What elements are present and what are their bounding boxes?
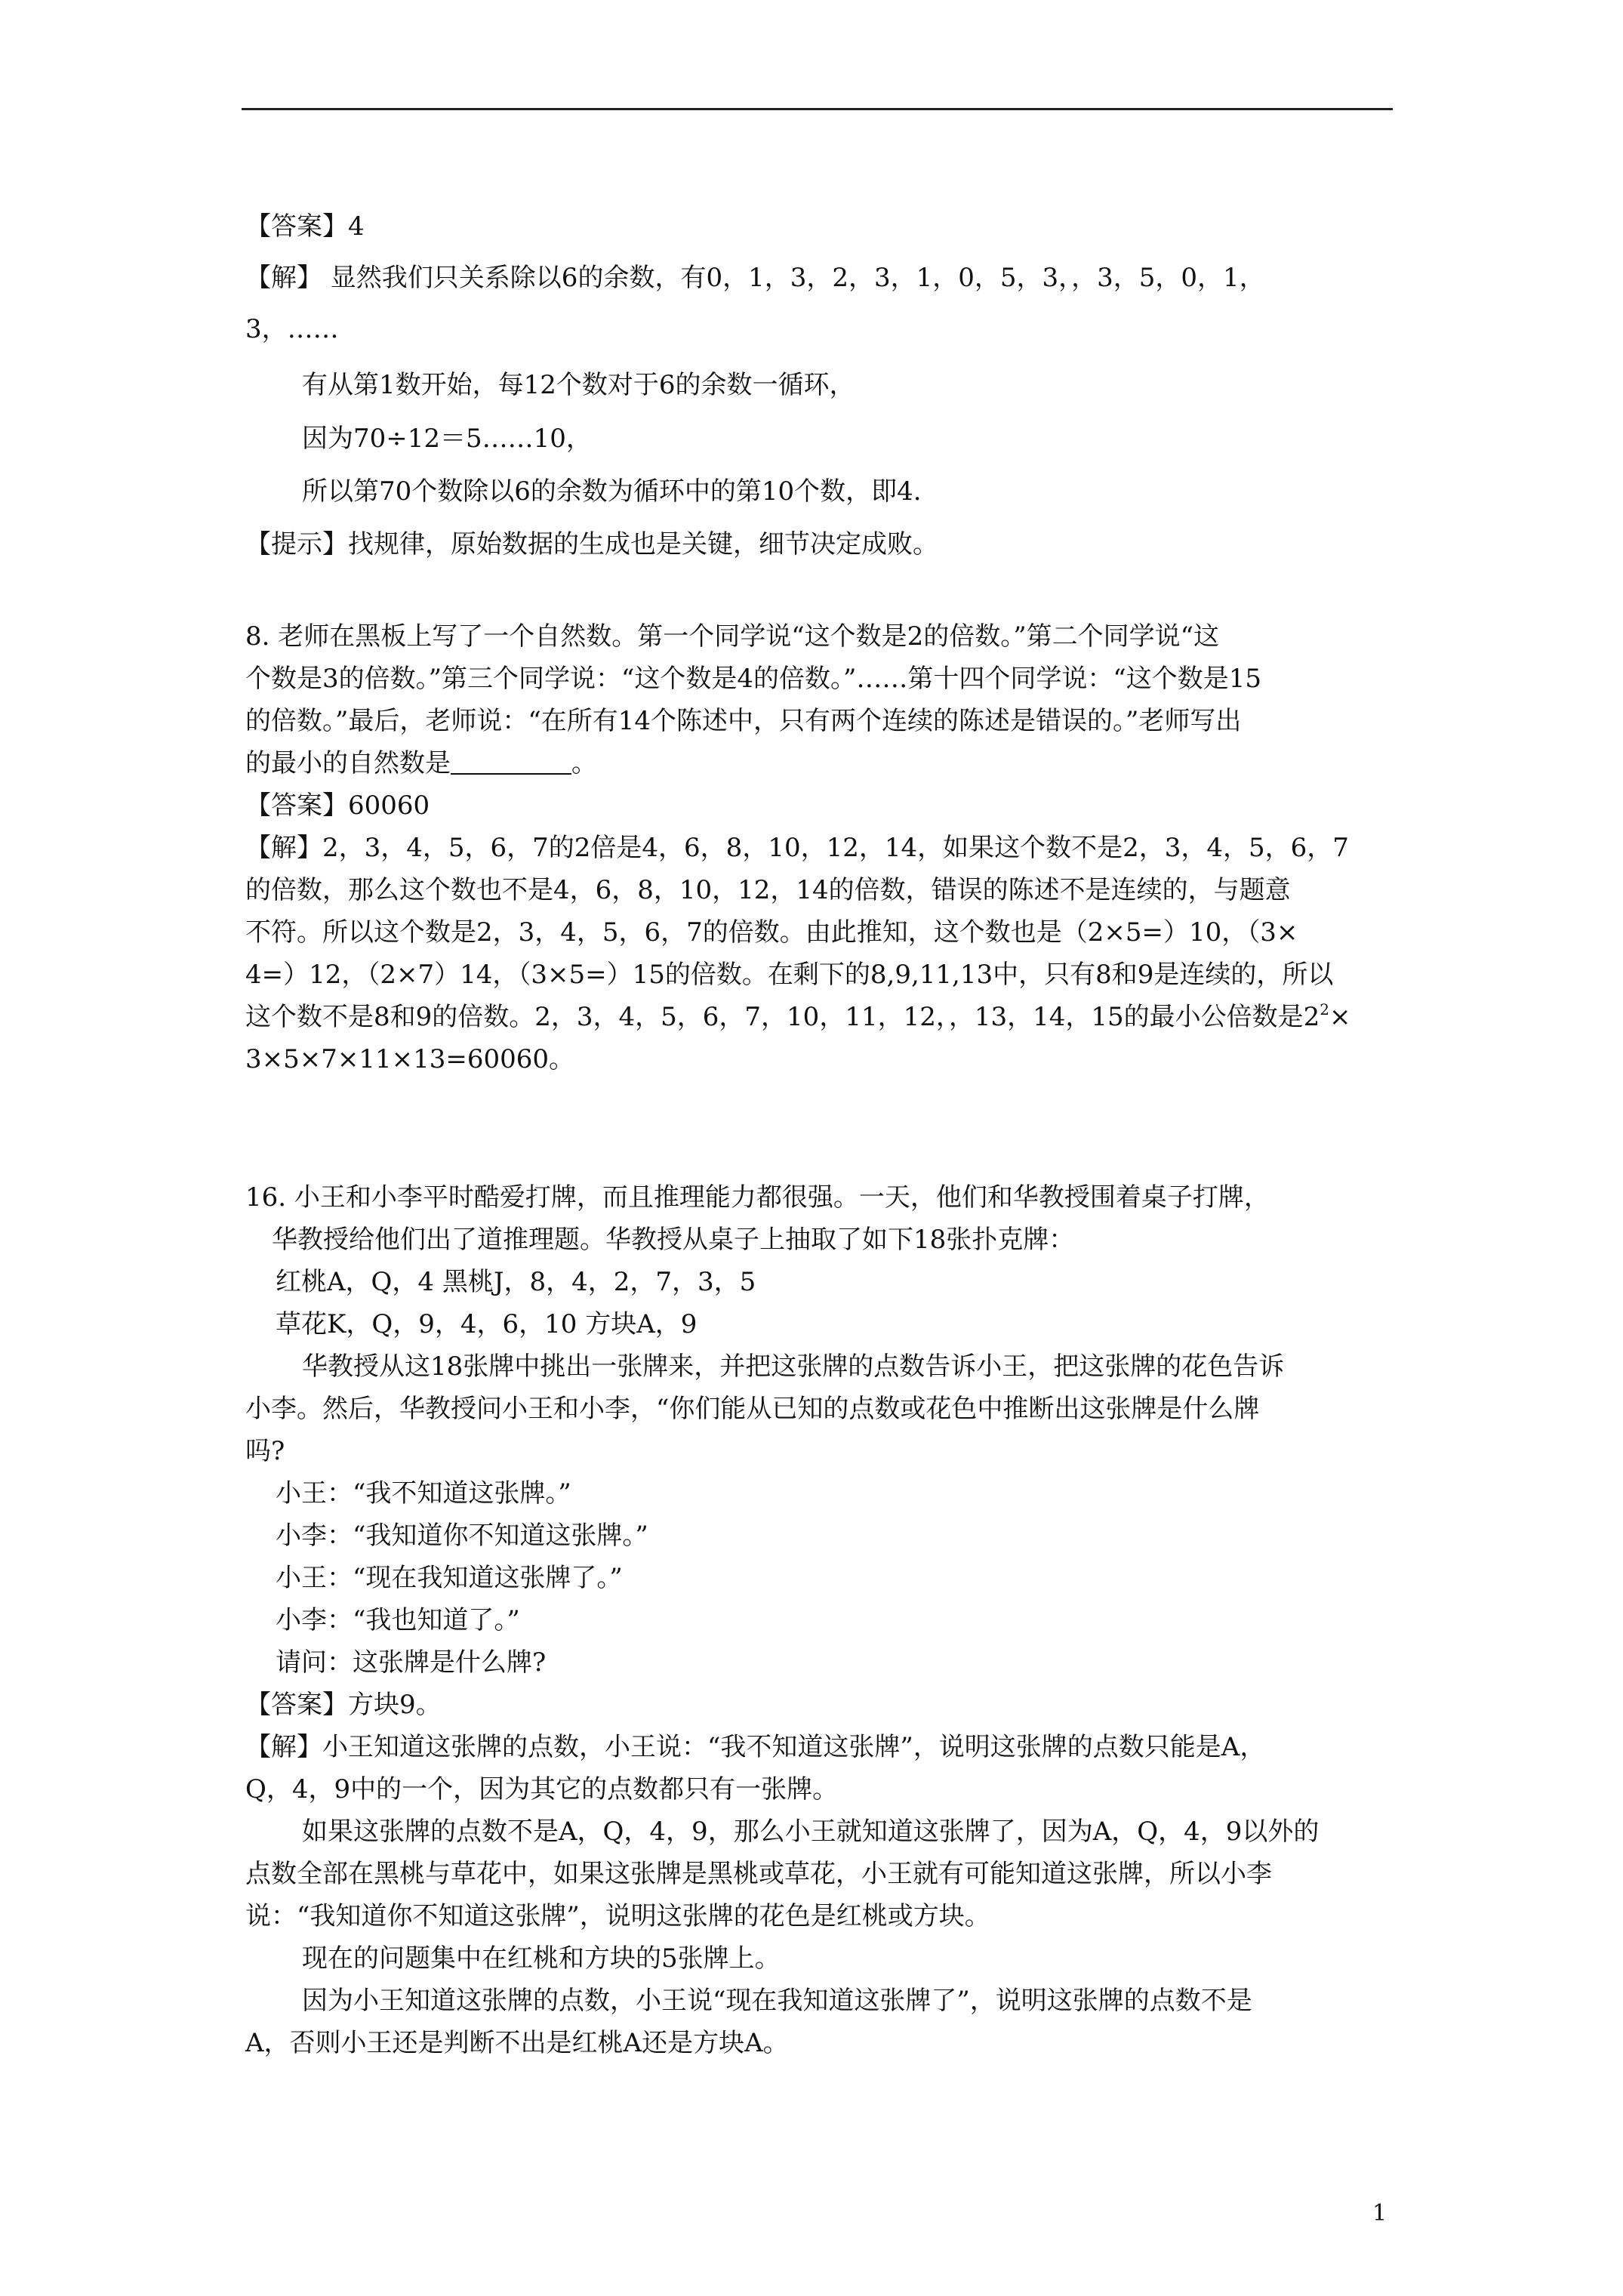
p16-solution-line: 【解】小王知道这张牌的点数，小王说：“我不知道这张牌”，说明这张牌的点数只能是A， [245,1732,1266,1762]
p16-dialogue-line: 小李：“我也知道了。” [276,1605,520,1635]
p16-dialogue-line: 小王：“我不知道这张牌。” [276,1478,571,1509]
p7-solution-line: 因为70÷12＝5……10， [302,424,592,454]
header-rule [242,108,1393,110]
p16-solution-line: 现在的问题集中在红桃和方块的5张牌上。 [302,1943,781,1974]
p8-question-text: 的最小的自然数是 [245,748,451,778]
p16-solution-line: 因为小王知道这张牌的点数，小王说“现在我知道这张牌了”，说明这张牌的点数不是 [302,1986,1252,2016]
p8-question-line: 8. 老师在黑板上写了一个自然数。第一个同学说“这个数是2的倍数。”第二个同学说“这 [245,621,1220,652]
p16-question-line: 华教授给他们出了道推理题。华教授从桌子上抽取了如下18张扑克牌： [272,1225,1075,1255]
p16-dialogue-line: 小李：“我知道你不知道这张牌。” [276,1521,648,1551]
p16-question-prompt: 请问：这张牌是什么牌? [276,1647,547,1678]
p16-question-line: 16. 小王和小李平时酷爱打牌，而且推理能力都很强。一天，他们和华教授围着桌子打牌， [245,1182,1270,1213]
p7-solution-line: 【解】 显然我们只关系除以6的余数，有0，1，3，2，3，1，0，5，3，，3，5，0，1， [245,263,1265,293]
p8-answer: 【答案】60060 [245,791,430,821]
p8-solution-times: × [1329,1002,1351,1032]
p8-solution-text: 这个数不是8和9的倍数。2，3，4，5，6，7，10，11，12，，13，14，15的最小公倍数是2 [245,1002,1320,1032]
p16-question-line: 吗? [245,1436,285,1466]
p7-solution-line: 所以第70个数除以6的余数为循环中的第10个数，即4. [302,476,922,507]
p16-cards-hearts-spades: 红桃A，Q，4 黑桃J，8，4，2，7，3，5 [276,1267,756,1297]
p7-hint: 【提示】找规律，原始数据的生成也是关键，细节决定成败。 [245,529,938,559]
p8-solution-line: 不符。所以这个数是2，3，4，5，6，7的倍数。由此推知，这个数也是（2×5=）10，（3× [245,917,1298,948]
exponent: 2 [1320,1000,1330,1019]
p16-question-line: 华教授从这18张牌中挑出一张牌来，并把这张牌的点数告诉小王，把这张牌的花色告诉 [302,1351,1285,1382]
p8-solution-line: 4=）12，（2×7）14，（3×5=）15的倍数。在剩下的8,9,11,13中，只有8和9是连续的，所以 [245,960,1334,990]
p16-solution-line: A，否则小王还是判断不出是红桃A还是方块A。 [245,2028,789,2058]
answer-blank [451,750,571,775]
p16-answer: 【答案】方块9。 [245,1690,442,1720]
p8-question-line: 的倍数。”最后，老师说：“在所有14个陈述中，只有两个连续的陈述是错误的。”老师写出 [245,706,1242,736]
p16-solution-line: 点数全部在黑桃与草花中，如果这张牌是黑桃或草花，小王就有可能知道这张牌，所以小李 [245,1859,1272,1889]
p16-dialogue-line: 小王：“现在我知道这张牌了。” [276,1563,623,1593]
p8-question-end: 。 [571,748,597,778]
p8-question-line: 个数是3的倍数。”第三个同学说：“这个数是4的倍数。”……第十四个同学说：“这个数是15 [245,664,1262,694]
p8-solution-line [245,1000,1351,1034]
page-number: 1 [1372,2200,1387,2227]
p16-solution-line: 如果这张牌的点数不是A，Q，4，9，那么小王就知道这张牌了，因为A，Q，4，9以外的 [302,1817,1320,1847]
p16-solution-line: Q，4，9中的一个，因为其它的点数都只有一张牌。 [245,1774,839,1804]
p7-solution-line: 有从第1数开始，每12个数对于6的余数一循环， [302,370,855,400]
p8-solution-line: 3×5×7×11×13=60060。 [245,1044,575,1074]
p7-solution-line: 3，…… [245,314,339,344]
p16-solution-line: 说：“我知道你不知道这张牌”，说明这张牌的花色是红桃或方块。 [245,1901,990,1931]
p16-cards-clubs-diamonds: 草花K，Q，9，4，6，10 方块A，9 [276,1309,698,1339]
p8-question-line [245,746,597,781]
p8-solution-line: 的倍数，那么这个数也不是4，6，8，10，12，14的倍数，错误的陈述不是连续的，与题意 [245,875,1291,905]
p16-question-line: 小李。然后，华教授问小王和小李，“你们能从已知的点数或花色中推断出这张牌是什么牌 [245,1394,1260,1424]
p7-answer: 【答案】4 [245,211,365,242]
p8-solution-line: 【解】2，3，4，5，6，7的2倍是4，6，8，10，12，14，如果这个数不是2，3，4，5，6，7 [245,833,1349,863]
